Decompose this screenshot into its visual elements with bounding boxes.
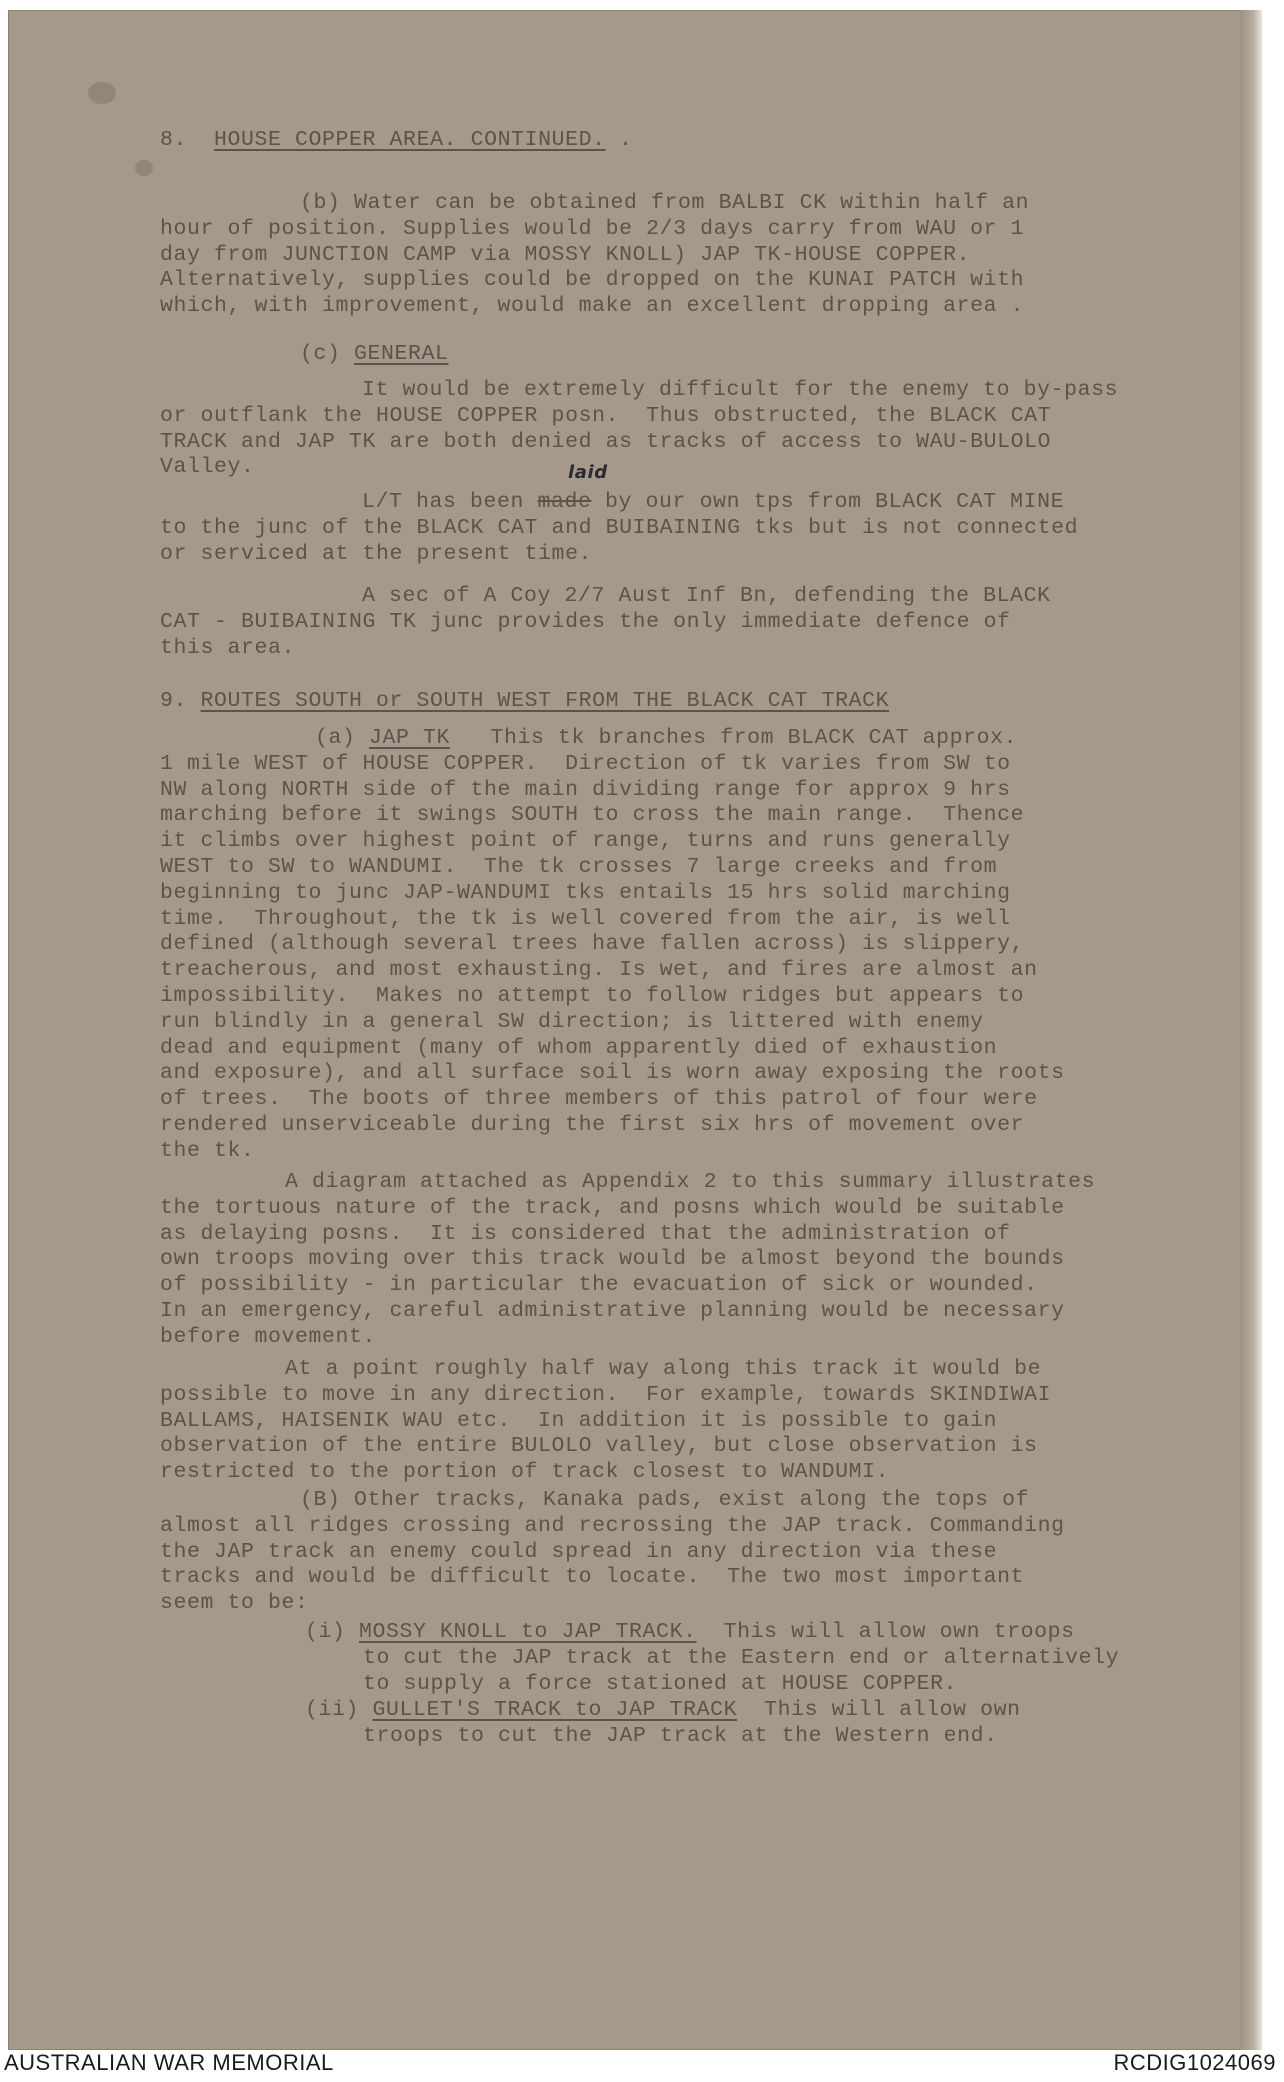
general-para-line: Valley. (160, 455, 255, 480)
diagram-para-line: A diagram attached as Appendix 2 to this summary illustrates (285, 1170, 1096, 1194)
jap-tk-para-line: defined (although several trees have fallen across) is slippery, (160, 932, 1025, 957)
paper-stain (88, 82, 116, 104)
general-para-line: It would be extremely difficult for the enemy to by-pass (362, 378, 1119, 402)
jap-tk-para-line: dead and equipment (many of whom apparently died of exhaustion (160, 1035, 998, 1060)
lt-para-line: or serviced at the present time. (160, 541, 593, 566)
diagram-para-line: as delaying posns. It is considered that the administration of (160, 1221, 1011, 1246)
other-tracks-para-line: tracks and would be difficult to locate. The two most important (160, 1565, 1025, 1590)
general-para-line: TRACK and JAP TK are both denied as tracks of access to WAU-BULOLO (160, 429, 1052, 454)
other-tracks-para-line: seem to be: (160, 1591, 309, 1616)
item-1-line: to cut the JAP track at the Eastern end or alternatively (363, 1645, 1120, 1670)
halfway-para-line: observation of the entire BULOLO valley, but close observation is (160, 1434, 1038, 1459)
item-1-line: (i) MOSSY KNOLL to JAP TRACK. This will allow own troops (305, 1620, 1075, 1644)
diagram-para-line: of possibility - in particular the evacuation of sick or wounded. (160, 1273, 1038, 1298)
lt-para-line: to the junc of the BLACK CAT and BUIBAINING tks but is not connected (160, 515, 1079, 540)
water-para-line: which, with improvement, would make an excellent dropping area . (160, 294, 1025, 319)
diagram-para-line: before movement. (160, 1324, 377, 1349)
jap-tk-para-line: treacherous, and most exhausting. Is wet, and fires are almost an (160, 958, 1038, 983)
jap-tk-para-line: WEST to SW to WANDUMI. The tk crosses 7 large creeks and from (160, 855, 998, 879)
handwritten-correction: laid (568, 462, 608, 483)
jap-tk-para-line: the tk. (160, 1138, 255, 1163)
halfway-para-line: At a point roughly half way along this track it would be (285, 1357, 1042, 1381)
jap-tk-para-line: beginning to junc JAP-WANDUMI tks entails 15 hrs solid marching (160, 880, 1011, 905)
other-tracks-para-line: (B) Other tracks, Kanaka pads, exist along the tops of (300, 1488, 1030, 1512)
halfway-para-line: BALLAMS, HAISENIK WAU etc. In addition it is possible to gain (160, 1408, 998, 1433)
paper-stain (135, 160, 153, 176)
diagram-para-line: In an emergency, careful administrative planning would be necessary (160, 1299, 1065, 1323)
other-tracks-para-line: the JAP track an enemy could spread in any direction via these (160, 1539, 998, 1564)
section-8-heading: 8. HOUSE COPPER AREA. CONTINUED. . (160, 128, 633, 152)
sec-para-line: this area. (160, 635, 296, 660)
jap-tk-para-line: it climbs over highest point of range, turns and runs generally (160, 829, 1011, 854)
jap-tk-para-line: 1 mile WEST of HOUSE COPPER. Direction of tk varies from SW to (160, 751, 1011, 776)
item-2-line: troops to cut the JAP track at the Western end. (363, 1723, 998, 1748)
item-1-line: to supply a force stationed at HOUSE COPPER. (363, 1671, 958, 1696)
halfway-para-line: possible to move in any direction. For example, towards SKINDIWAI (160, 1382, 1052, 1407)
water-para-line: day from JUNCTION CAMP via MOSSY KNOLL) JAP TK-HOUSE COPPER. (160, 242, 971, 267)
water-para-line: (b) Water can be obtained from BALBI CK within half an (300, 191, 1030, 215)
diagram-para-line: the tortuous nature of the track, and posns which would be suitable (160, 1195, 1065, 1220)
other-tracks-para-line: almost all ridges crossing and recrossing the JAP track. Commanding (160, 1513, 1065, 1538)
footer-left: AUSTRALIAN WAR MEMORIAL (4, 2050, 334, 2075)
jap-tk-para-line: rendered unserviceable during the first six hrs of movement over (160, 1113, 1025, 1137)
jap-tk-para-line: NW along NORTH side of the main dividing range for approx 9 hrs (160, 777, 1011, 802)
general-para-line: or outflank the HOUSE COPPER posn. Thus obstructed, the BLACK CAT (160, 403, 1052, 428)
general-heading: (c) GENERAL (300, 342, 449, 366)
item-2-line: (ii) GULLET'S TRACK to JAP TRACK This will allow own (305, 1698, 1021, 1722)
paper-edge (1240, 10, 1262, 2050)
footer-right: RCDIG1024069 (1113, 2050, 1276, 2075)
sec-para-line: A sec of A Coy 2/7 Aust Inf Bn, defending the BLACK (362, 584, 1051, 608)
sec-para-line: CAT - BUIBAINING TK junc provides the only immediate defence of (160, 609, 1011, 634)
jap-tk-para-line: (a) JAP TK This tk branches from BLACK CAT approx. (315, 726, 1018, 750)
lt-para-line: L/T has been made by our own tps from BLACK CAT MINE (362, 490, 1065, 514)
water-para-line: hour of position. Supplies would be 2/3 days carry from WAU or 1 (160, 216, 1025, 241)
section-9-heading: 9. ROUTES SOUTH or SOUTH WEST FROM THE BLACK CAT TRACK (160, 689, 890, 713)
diagram-para-line: own troops moving over this track would be almost beyond the bounds (160, 1247, 1065, 1272)
jap-tk-para-line: run blindly in a general SW direction; is littered with enemy (160, 1009, 984, 1034)
jap-tk-para-line: and exposure), and all surface soil is worn away exposing the roots (160, 1061, 1065, 1086)
jap-tk-para-line: of trees. The boots of three members of this patrol of four were (160, 1087, 1038, 1112)
jap-tk-para-line: marching before it swings SOUTH to cross the main range. Thence (160, 803, 1025, 828)
water-para-line: Alternatively, supplies could be dropped on the KUNAI PATCH with (160, 268, 1025, 293)
halfway-para-line: restricted to the portion of track closest to WANDUMI. (160, 1460, 890, 1485)
jap-tk-para-line: time. Throughout, the tk is well covered from the air, is well (160, 906, 1011, 931)
jap-tk-para-line: impossibility. Makes no attempt to follow ridges but appears to (160, 984, 1025, 1008)
